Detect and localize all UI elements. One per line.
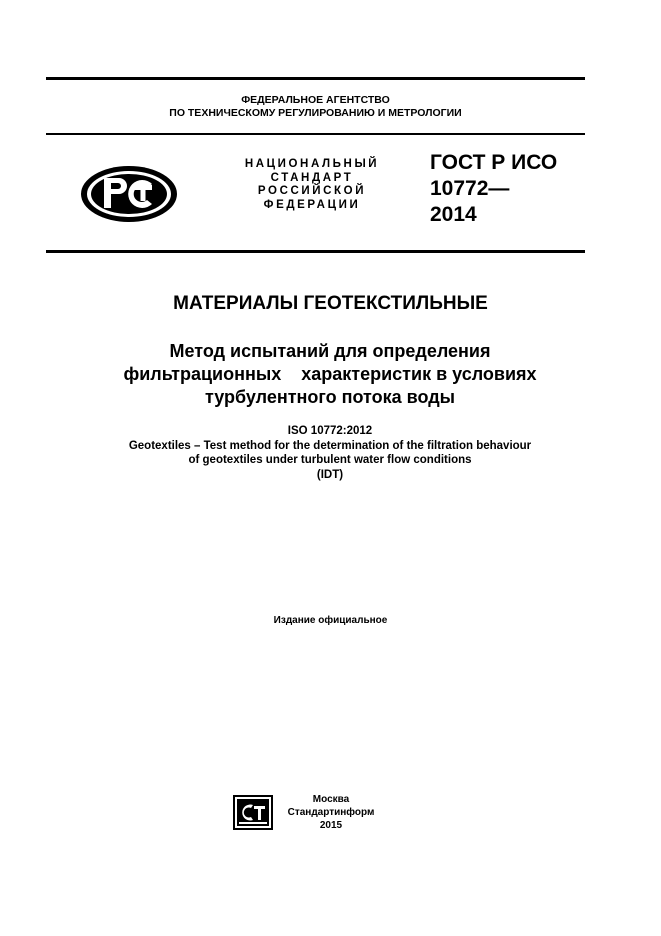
document-title: МАТЕРИАЛЫ ГЕОТЕКСТИЛЬНЫЕ — [173, 293, 488, 314]
iso-title-line-2: of geotextiles under turbulent water flow conditions — [188, 454, 472, 466]
standard-type-line-3: РОССИЙСКОЙ — [257, 185, 367, 197]
standartinform-logo-icon — [233, 795, 273, 830]
designation-line-2: 10772— — [430, 177, 510, 200]
edition-label: Издание официальное — [273, 615, 388, 626]
iso-code: ISO 10772:2012 — [287, 425, 373, 437]
rst-logo-icon — [78, 163, 180, 225]
publisher-name: Стандартинформ — [287, 807, 375, 818]
designation-line-1: ГОСТ Р ИСО — [430, 151, 558, 174]
standard-type-line-2: СТАНДАРТ — [270, 171, 354, 184]
publisher-city: Москва — [312, 794, 350, 805]
standard-type-line-1: НАЦИОНАЛЬНЫЙ — [244, 158, 380, 170]
agency-line-2: ПО ТЕХНИЧЕСКОМУ РЕГУЛИРОВАНИЮ И МЕТРОЛОГИИ — [169, 107, 462, 119]
iso-degree: (IDT) — [316, 468, 344, 481]
document-subtitle — [60, 340, 600, 409]
publisher-year: 2015 — [319, 820, 343, 831]
agency-line-1: ФЕДЕРАЛЬНОЕ АГЕНТСТВО — [241, 94, 390, 106]
designation-line-3: 2014 — [430, 203, 477, 226]
iso-reference — [60, 424, 600, 482]
standard-designation — [430, 150, 557, 228]
subtitle-line-3: турбулентного потока воды — [204, 387, 456, 407]
subtitle-line-2: фильтрационных характеристик в условиях — [123, 364, 537, 384]
agency-name — [46, 94, 585, 120]
standard-type-line-4: ФЕДЕРАЦИИ — [263, 198, 361, 211]
header-bottom-rule — [46, 250, 585, 253]
top-rule — [46, 77, 585, 80]
iso-title-line-1: Geotextiles – Test method for the determination of the filtration behaviour — [128, 439, 532, 452]
standard-type — [222, 158, 402, 212]
agency-divider — [46, 133, 585, 135]
publisher-block — [280, 793, 382, 832]
subtitle-line-1: Метод испытаний для определения — [169, 341, 491, 361]
